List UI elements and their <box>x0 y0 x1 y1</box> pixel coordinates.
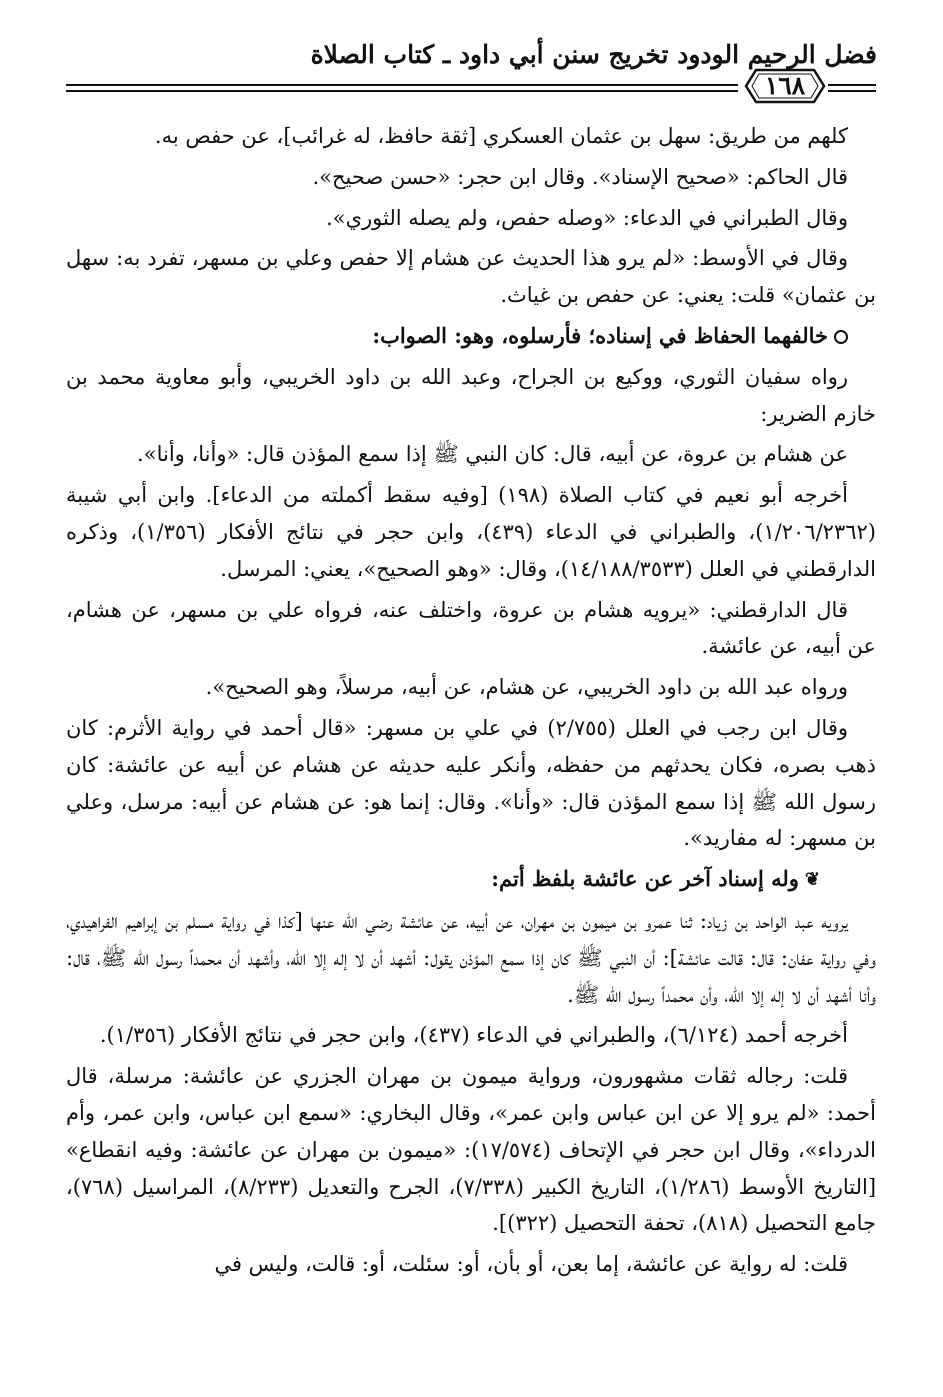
page-number: ١٦٨ <box>764 71 806 100</box>
paragraph <box>66 200 876 237</box>
paragraph-text: وقال ابن رجب في العلل (٢/٧٥٥) في علي بن مسهر: «قال أحمد في رواية الأثرم: كان ذهب بصره، فكان يحدثهم من حفظه، وأنكر عليه حديثه عن هشام عن أبيه عن عائشة: كان رسول الله ﷺ إذا سمع المؤذن قال: «وأنا». وقال: إنما هو: عن هشام عن أبيه: مرسل، وعلي بن مسهر: له مفاريد». <box>66 715 876 851</box>
paragraph-text: أخرجه أحمد (٦/١٢٤)، والطبراني في الدعاء (٤٣٧)، وابن حجر في نتائج الأفكار (١/٣٥٦). <box>99 1023 848 1048</box>
paragraph <box>66 1058 876 1242</box>
paragraph-text: أخرجه أبو نعيم في كتاب الصلاة (١٩٨) [وفيه سقط أكملته من الدعاء]. وابن أبي شيبة (١/٢٠٦/٢٣٦٢)، والطبراني في الدعاء (٤٣٩)، وابن حجر في نتائج الأفكار (١/٣٥٦)، وذكره الدارقطني في العلل (١٤/١٨٨/٣٥٣٣)، وقال: «وهو الصحيح»، يعني: المرسل. <box>66 483 876 581</box>
paragraph-text: وقال في الأوسط: «لم يرو هذا الحديث عن هشام إلا حفص وعلي بن مسهر، تفرد به: سهل بن عثمان» قلت: يعني: عن حفص بن غياث. <box>66 246 876 308</box>
paragraph <box>66 359 876 433</box>
paragraph <box>66 592 876 666</box>
header-rule <box>66 84 738 86</box>
paragraph-text: قلت: رجاله ثقات مشهورون، ورواية ميمون بن مهران الجزري عن عائشة: مرسلة، قال أحمد: «لم يرو إلا عن ابن عباس وابن عمر»، وقال البخاري: «سمع ابن عباس، وابن عمر، وأم الدرداء»، وقال ابن حجر في الإتحاف (١٧/٥٧٤): «ميمون بن مهران عن عائشة: وفيه انقطاع» [التاريخ الأوسط (١/٢٨٦)، التاريخ الكبير (٧/٣٣٨)، الجرح والتعديل (٨/٢٣٣)، المراسيل (٧٦٨)، جامع التحصيل (٨١٨)، تحفة التحصيل (٣٢٢)]. <box>66 1064 877 1236</box>
paragraph-text: ورواه عبد الله بن داود الخريبي، عن هشام، عن أبيه، مرسلاً، وهو الصحيح». <box>205 675 848 700</box>
paragraph-text: كلهم من طريق: سهل بن عثمان العسكري [ثقة حافظ، له غرائب]، عن حفص به. <box>154 124 848 148</box>
paragraph <box>66 240 876 314</box>
leaf-bullet-icon: ❦ <box>804 869 820 891</box>
header-rule <box>828 84 876 86</box>
paragraph <box>66 1246 876 1283</box>
section-heading <box>66 318 876 355</box>
paragraph <box>66 903 876 1013</box>
page-number-badge <box>744 68 826 104</box>
paragraph <box>66 710 876 857</box>
paragraph <box>66 118 876 155</box>
header-rule <box>828 90 876 92</box>
paragraph <box>66 159 876 196</box>
paragraph-text: يرويه عبد الواحد بن زياد: ثنا عمرو بن ميمون بن مهران، عن أبيه، عن عائشة رضي الله عنها [كذا في رواية مسلم بن إبراهيم الفراهيدي، وفي رواية عفان: قال: قالت عائشة]: أن النبي ﷺ كان إذا سمع المؤذن يقول: أشهد أن لا إله إلا الله، وأشهد أن محمداً رسول الله ﷺ، قال: وأنا أشهد أن لا إله إلا الله، وأن محمداً رسول الله ﷺ. <box>66 909 876 1007</box>
paragraph-text: عن هشام بن عروة، عن أبيه، قال: كان النبي ﷺ إذا سمع المؤذن قال: «وأنا، وأنا». <box>137 442 848 467</box>
circle-bullet-icon <box>834 330 848 344</box>
paragraph <box>66 669 876 706</box>
paragraph-text: خالفهما الحفاظ في إسناده؛ فأرسلوه، وهو: الصواب: <box>372 322 828 348</box>
paragraph-text: وقال الطبراني في الدعاء: «وصله حفص، ولم يصله الثوري». <box>326 205 848 230</box>
paragraph <box>66 477 876 587</box>
body-text <box>66 118 876 1287</box>
paragraph-text: وله إسناد آخر عن عائشة بلفظ أتم: <box>491 866 799 892</box>
paragraph-text: قلت: له رواية عن عائشة، إما بعن، أو بأن، أو: سئلت، أو: قالت، وليس في <box>214 1252 848 1277</box>
paragraph-text: قال الحاكم: «صحيح الإسناد». وقال ابن حجر: «حسن صحيح». <box>312 164 848 189</box>
header-rule <box>66 90 738 92</box>
paragraph <box>66 1017 876 1054</box>
section-heading <box>66 861 876 899</box>
paragraph <box>66 436 876 473</box>
paragraph-text: رواه سفيان الثوري، ووكيع بن الجراح، وعبد الله بن داود الخريبي، وأبو معاوية محمد بن خازم الضرير: <box>66 364 876 426</box>
paragraph-text: قال الدارقطني: «يرويه هشام بن عروة، واختلف عنه، فرواه علي بن مسهر، عن هشام، عن أبيه، عن عائشة. <box>66 597 876 659</box>
running-title: فضل الرحيم الودود تخريج سنن أبي داود ـ كتاب الصلاة <box>310 40 877 69</box>
